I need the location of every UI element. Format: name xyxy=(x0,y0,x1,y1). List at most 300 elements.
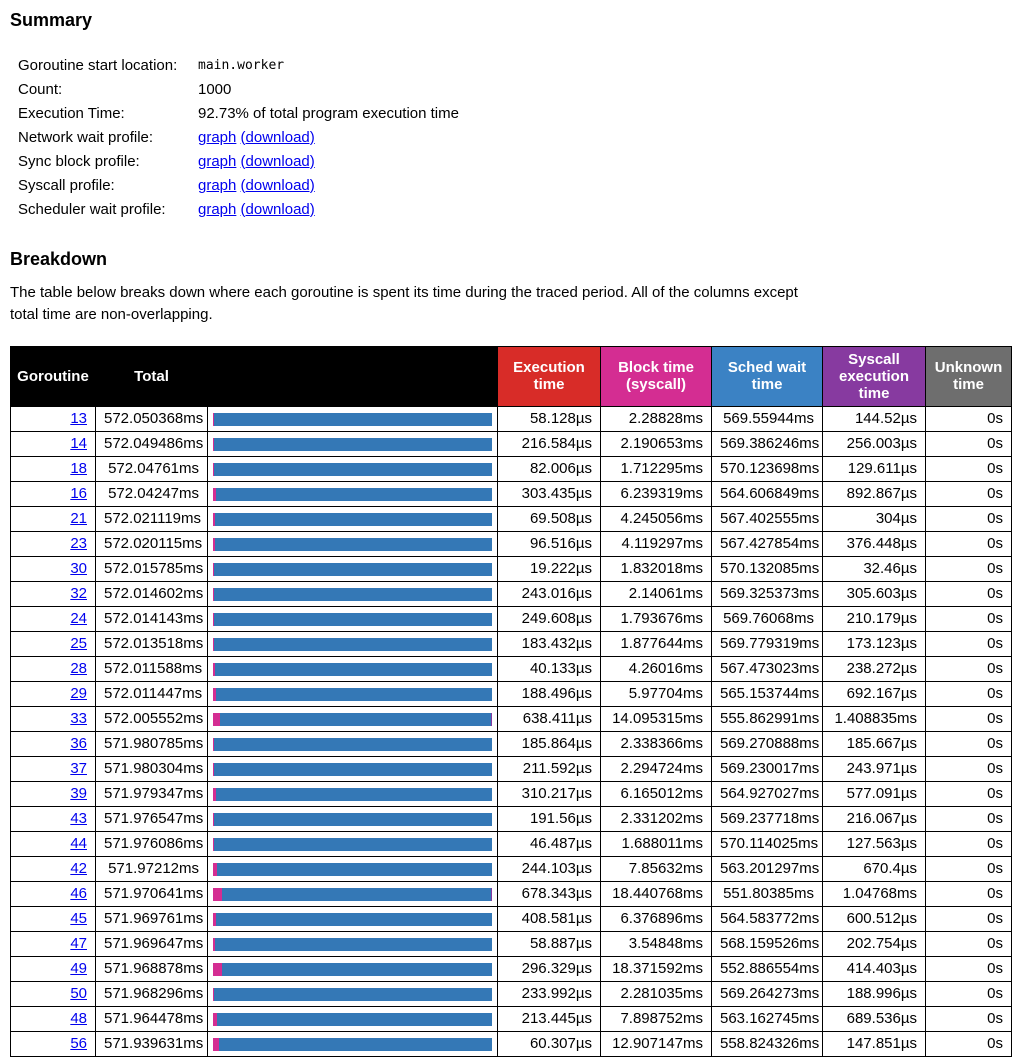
time-breakdown-bar xyxy=(213,788,492,801)
execution-time-cell: 244.103µs xyxy=(498,857,601,882)
goroutine-id-cell xyxy=(11,732,96,757)
goroutine-id-link[interactable]: 24 xyxy=(70,610,87,627)
time-bar-cell xyxy=(208,457,498,482)
unknown-time-cell: 0s xyxy=(926,507,1012,532)
goroutine-row xyxy=(11,682,1012,707)
goroutine-id-link[interactable]: 48 xyxy=(70,1010,87,1027)
syscall-graph-link[interactable]: graph xyxy=(198,177,236,194)
time-breakdown-bar xyxy=(213,663,492,676)
block-time-cell: 1.832018ms xyxy=(601,557,712,582)
goroutine-id-link[interactable]: 13 xyxy=(70,410,87,427)
execution-time-cell: 678.343µs xyxy=(498,882,601,907)
goroutine-row xyxy=(11,782,1012,807)
syscall-execution-time-cell: 144.52µs xyxy=(823,407,926,432)
breakdown-header-row xyxy=(11,346,1012,407)
execution-time-cell: 19.222µs xyxy=(498,557,601,582)
unknown-time-cell: 0s xyxy=(926,582,1012,607)
scheduler-wait-graph-link[interactable]: graph xyxy=(198,201,236,218)
goroutine-id-cell xyxy=(11,982,96,1007)
goroutine-id-cell xyxy=(11,707,96,732)
total-time-cell: 571.969647ms xyxy=(96,932,208,957)
sched-wait-time-cell: 568.159526ms xyxy=(712,932,823,957)
execution-time-value: 92.73% of total program execution time xyxy=(190,101,467,125)
time-bar-cell xyxy=(208,782,498,807)
syscall-execution-time-cell: 185.667µs xyxy=(823,732,926,757)
summary-row xyxy=(10,125,467,149)
goroutine-row xyxy=(11,832,1012,857)
time-breakdown-bar xyxy=(213,738,492,751)
time-breakdown-bar xyxy=(213,688,492,701)
column-header-goroutine: Goroutine xyxy=(11,346,96,407)
network-wait-profile-links xyxy=(190,125,467,149)
bar-sched-segment xyxy=(215,938,492,951)
syscall-execution-time-cell: 216.067µs xyxy=(823,807,926,832)
goroutine-id-link[interactable]: 47 xyxy=(70,935,87,952)
total-time-cell: 571.980304ms xyxy=(96,757,208,782)
goroutine-row xyxy=(11,757,1012,782)
syscall-execution-time-cell: 305.603µs xyxy=(823,582,926,607)
goroutine-row xyxy=(11,882,1012,907)
goroutine-row xyxy=(11,457,1012,482)
execution-time-cell: 233.992µs xyxy=(498,982,601,1007)
goroutine-id-link[interactable]: 50 xyxy=(70,985,87,1002)
goroutine-row xyxy=(11,857,1012,882)
sched-wait-time-cell: 569.230017ms xyxy=(712,757,823,782)
summary-row xyxy=(10,77,467,101)
total-time-cell: 571.939631ms xyxy=(96,1032,208,1057)
summary-label: Network wait profile: xyxy=(10,125,190,149)
unknown-time-cell: 0s xyxy=(926,532,1012,557)
time-bar-cell xyxy=(208,582,498,607)
goroutine-row xyxy=(11,432,1012,457)
sched-wait-time-cell: 563.162745ms xyxy=(712,1007,823,1032)
time-breakdown-bar xyxy=(213,438,492,451)
block-time-cell: 4.26016ms xyxy=(601,657,712,682)
sched-wait-time-cell: 552.886554ms xyxy=(712,957,823,982)
unknown-time-cell: 0s xyxy=(926,907,1012,932)
unknown-time-cell: 0s xyxy=(926,632,1012,657)
time-breakdown-bar xyxy=(213,463,492,476)
bar-block-segment xyxy=(213,888,222,901)
bar-sched-segment xyxy=(216,788,492,801)
execution-time-cell: 296.329µs xyxy=(498,957,601,982)
summary-label: Execution Time: xyxy=(10,101,190,125)
block-time-cell: 1.877644ms xyxy=(601,632,712,657)
time-breakdown-bar xyxy=(213,588,492,601)
sync-block-graph-link[interactable]: graph xyxy=(198,153,236,170)
total-time-cell: 572.005552ms xyxy=(96,707,208,732)
syscall-execution-time-cell: 256.003µs xyxy=(823,432,926,457)
scheduler-wait-download-link[interactable]: (download) xyxy=(241,201,315,218)
block-time-cell: 14.095315ms xyxy=(601,707,712,732)
goroutine-row xyxy=(11,1007,1012,1032)
time-bar-cell xyxy=(208,1032,498,1057)
syscall-execution-time-cell: 173.123µs xyxy=(823,632,926,657)
bar-sched-segment xyxy=(216,488,491,501)
goroutine-id-cell xyxy=(11,682,96,707)
summary-row xyxy=(10,197,467,221)
block-time-cell: 6.376896ms xyxy=(601,907,712,932)
syscall-execution-time-cell: 202.754µs xyxy=(823,932,926,957)
sched-wait-time-cell: 563.201297ms xyxy=(712,857,823,882)
syscall-execution-time-cell: 243.971µs xyxy=(823,757,926,782)
execution-time-cell: 310.217µs xyxy=(498,782,601,807)
bar-sched-segment xyxy=(214,613,492,626)
bar-sched-segment xyxy=(214,563,492,576)
breakdown-heading: Breakdown xyxy=(10,249,1014,270)
syscall-execution-time-cell: 1.04768ms xyxy=(823,882,926,907)
goroutine-id-cell xyxy=(11,807,96,832)
goroutine-breakdown-table xyxy=(10,346,1012,1057)
goroutine-id-cell xyxy=(11,407,96,432)
goroutine-row xyxy=(11,482,1012,507)
block-time-cell: 2.331202ms xyxy=(601,807,712,832)
unknown-time-cell: 0s xyxy=(926,432,1012,457)
unknown-time-cell: 0s xyxy=(926,857,1012,882)
syscall-execution-time-cell: 892.867µs xyxy=(823,482,926,507)
execution-time-cell: 249.608µs xyxy=(498,607,601,632)
syscall-execution-time-cell: 689.536µs xyxy=(823,1007,926,1032)
time-bar-cell xyxy=(208,532,498,557)
syscall-execution-time-cell: 147.851µs xyxy=(823,1032,926,1057)
time-bar-cell xyxy=(208,432,498,457)
time-bar-cell xyxy=(208,407,498,432)
total-time-cell: 572.021119ms xyxy=(96,507,208,532)
sched-wait-time-cell: 558.824326ms xyxy=(712,1032,823,1057)
column-header-execution-time: Execution time xyxy=(498,346,601,407)
syscall-execution-time-cell: 127.563µs xyxy=(823,832,926,857)
execution-time-cell: 638.411µs xyxy=(498,707,601,732)
block-time-cell: 2.14061ms xyxy=(601,582,712,607)
sched-wait-time-cell: 555.862991ms xyxy=(712,707,823,732)
syscall-execution-time-cell: 414.403µs xyxy=(823,957,926,982)
goroutine-row xyxy=(11,707,1012,732)
column-header-unknown-time: Unknown time xyxy=(926,346,1012,407)
goroutine-id-link[interactable]: 33 xyxy=(70,710,87,727)
time-breakdown-bar xyxy=(213,1013,492,1026)
goroutine-id-link[interactable]: 37 xyxy=(70,760,87,777)
goroutine-id-link[interactable]: 29 xyxy=(70,685,87,702)
goroutine-id-cell xyxy=(11,882,96,907)
total-time-cell: 572.014602ms xyxy=(96,582,208,607)
block-time-cell: 2.281035ms xyxy=(601,982,712,1007)
summary-label: Sync block profile: xyxy=(10,149,190,173)
sched-wait-time-cell: 551.80385ms xyxy=(712,882,823,907)
goroutine-id-cell xyxy=(11,432,96,457)
execution-time-cell: 185.864µs xyxy=(498,732,601,757)
execution-time-cell: 183.432µs xyxy=(498,632,601,657)
unknown-time-cell: 0s xyxy=(926,957,1012,982)
bar-block-segment xyxy=(213,713,220,726)
time-breakdown-bar xyxy=(213,638,492,651)
goroutine-id-link[interactable]: 56 xyxy=(70,1035,87,1052)
goroutine-row xyxy=(11,1032,1012,1057)
goroutine-row xyxy=(11,957,1012,982)
summary-table xyxy=(10,53,467,221)
goroutine-id-cell xyxy=(11,507,96,532)
syscall-execution-time-cell: 376.448µs xyxy=(823,532,926,557)
sched-wait-time-cell: 569.325373ms xyxy=(712,582,823,607)
goroutine-row xyxy=(11,732,1012,757)
goroutine-row xyxy=(11,982,1012,1007)
unknown-time-cell: 0s xyxy=(926,932,1012,957)
time-bar-cell xyxy=(208,832,498,857)
goroutine-row xyxy=(11,507,1012,532)
total-time-cell: 571.976547ms xyxy=(96,807,208,832)
sched-wait-time-cell: 569.237718ms xyxy=(712,807,823,832)
total-time-cell: 572.049486ms xyxy=(96,432,208,457)
block-time-cell: 7.898752ms xyxy=(601,1007,712,1032)
unknown-time-cell: 0s xyxy=(926,482,1012,507)
goroutine-row xyxy=(11,657,1012,682)
block-time-cell: 2.190653ms xyxy=(601,432,712,457)
sched-wait-time-cell: 565.153744ms xyxy=(712,682,823,707)
goroutine-id-link[interactable]: 39 xyxy=(70,785,87,802)
goroutine-id-cell xyxy=(11,1032,96,1057)
goroutine-id-cell xyxy=(11,957,96,982)
total-time-cell: 572.04247ms xyxy=(96,482,208,507)
time-breakdown-bar xyxy=(213,563,492,576)
time-breakdown-bar xyxy=(213,988,492,1001)
goroutine-row xyxy=(11,532,1012,557)
goroutine-id-cell xyxy=(11,632,96,657)
sched-wait-time-cell: 564.606849ms xyxy=(712,482,823,507)
bar-sched-segment xyxy=(214,413,492,426)
goroutine-id-link[interactable]: 18 xyxy=(70,460,87,477)
bar-sched-segment xyxy=(214,763,492,776)
bar-sched-segment xyxy=(215,663,492,676)
goroutine-id-link[interactable]: 43 xyxy=(70,810,87,827)
syscall-execution-time-cell: 210.179µs xyxy=(823,607,926,632)
goroutine-start-location: main.worker xyxy=(190,53,467,77)
time-breakdown-bar xyxy=(213,413,492,426)
block-time-cell: 7.85632ms xyxy=(601,857,712,882)
goroutine-row xyxy=(11,582,1012,607)
time-bar-cell xyxy=(208,1007,498,1032)
time-breakdown-bar xyxy=(213,963,492,976)
execution-time-cell: 69.508µs xyxy=(498,507,601,532)
goroutine-id-link[interactable]: 44 xyxy=(70,835,87,852)
unknown-time-cell: 0s xyxy=(926,982,1012,1007)
goroutine-id-link[interactable]: 14 xyxy=(70,435,87,452)
block-time-cell: 12.907147ms xyxy=(601,1032,712,1057)
total-time-cell: 571.979347ms xyxy=(96,782,208,807)
time-bar-cell xyxy=(208,482,498,507)
block-time-cell: 18.440768ms xyxy=(601,882,712,907)
syscall-execution-time-cell: 692.167µs xyxy=(823,682,926,707)
total-time-cell: 572.014143ms xyxy=(96,607,208,632)
goroutine-row xyxy=(11,632,1012,657)
time-breakdown-bar xyxy=(213,938,492,951)
execution-time-cell: 40.133µs xyxy=(498,657,601,682)
syscall-execution-time-cell: 1.408835ms xyxy=(823,707,926,732)
goroutine-count: 1000 xyxy=(190,77,467,101)
syscall-execution-time-cell: 32.46µs xyxy=(823,557,926,582)
unknown-time-cell: 0s xyxy=(926,732,1012,757)
unknown-time-cell: 0s xyxy=(926,557,1012,582)
goroutine-id-cell xyxy=(11,832,96,857)
goroutine-id-link[interactable]: 23 xyxy=(70,535,87,552)
sched-wait-time-cell: 569.55944ms xyxy=(712,407,823,432)
block-time-cell: 18.371592ms xyxy=(601,957,712,982)
goroutine-row xyxy=(11,607,1012,632)
goroutine-id-cell xyxy=(11,857,96,882)
block-time-cell: 5.97704ms xyxy=(601,682,712,707)
sched-wait-time-cell: 569.386246ms xyxy=(712,432,823,457)
goroutine-id-link[interactable]: 49 xyxy=(70,960,87,977)
execution-time-cell: 82.006µs xyxy=(498,457,601,482)
unknown-time-cell: 0s xyxy=(926,682,1012,707)
block-time-cell: 2.28828ms xyxy=(601,407,712,432)
total-time-cell: 572.011447ms xyxy=(96,682,208,707)
sched-wait-time-cell: 569.264273ms xyxy=(712,982,823,1007)
goroutine-row xyxy=(11,407,1012,432)
goroutine-id-link[interactable]: 16 xyxy=(70,485,87,502)
block-time-cell: 6.165012ms xyxy=(601,782,712,807)
block-time-cell: 4.245056ms xyxy=(601,507,712,532)
time-breakdown-bar xyxy=(213,763,492,776)
bar-sched-segment xyxy=(215,538,492,551)
unknown-time-cell: 0s xyxy=(926,457,1012,482)
execution-time-cell: 60.307µs xyxy=(498,1032,601,1057)
block-time-cell: 1.712295ms xyxy=(601,457,712,482)
block-time-cell: 1.793676ms xyxy=(601,607,712,632)
sync-block-profile-links xyxy=(190,149,467,173)
column-header-block-time: Block time (syscall) xyxy=(601,346,712,407)
bar-sched-segment xyxy=(217,863,492,876)
block-time-cell: 3.54848ms xyxy=(601,932,712,957)
column-header-bar xyxy=(208,346,498,407)
unknown-time-cell: 0s xyxy=(926,832,1012,857)
execution-time-cell: 188.496µs xyxy=(498,682,601,707)
goroutine-id-link[interactable]: 25 xyxy=(70,635,87,652)
bar-sched-segment xyxy=(215,513,492,526)
time-bar-cell xyxy=(208,632,498,657)
sched-wait-time-cell: 567.427854ms xyxy=(712,532,823,557)
time-breakdown-bar xyxy=(213,713,492,726)
total-time-cell: 571.968878ms xyxy=(96,957,208,982)
column-header-syscall-execution-time: Syscall execution time xyxy=(823,346,926,407)
time-breakdown-bar xyxy=(213,813,492,826)
bar-sched-segment xyxy=(214,813,492,826)
total-time-cell: 571.968296ms xyxy=(96,982,208,1007)
bar-sched-segment xyxy=(216,913,491,926)
bar-sched-segment xyxy=(222,963,492,976)
execution-time-cell: 408.581µs xyxy=(498,907,601,932)
bar-sched-segment xyxy=(222,888,491,901)
block-time-cell: 4.119297ms xyxy=(601,532,712,557)
syscall-execution-time-cell: 129.611µs xyxy=(823,457,926,482)
sched-wait-time-cell: 569.779319ms xyxy=(712,632,823,657)
bar-syscall-segment xyxy=(491,888,492,901)
time-bar-cell xyxy=(208,707,498,732)
bar-sched-segment xyxy=(220,713,491,726)
sched-wait-time-cell: 570.114025ms xyxy=(712,832,823,857)
unknown-time-cell: 0s xyxy=(926,782,1012,807)
breakdown-description: The table below breaks down where each goroutine is spent its time during the traced period. All of the columns except total time are non-overlapping. xyxy=(10,282,810,326)
time-bar-cell xyxy=(208,757,498,782)
time-breakdown-bar xyxy=(213,613,492,626)
unknown-time-cell: 0s xyxy=(926,757,1012,782)
goroutine-id-link[interactable]: 36 xyxy=(70,735,87,752)
unknown-time-cell: 0s xyxy=(926,607,1012,632)
syscall-execution-time-cell: 188.996µs xyxy=(823,982,926,1007)
network-wait-graph-link[interactable]: graph xyxy=(198,129,236,146)
unknown-time-cell: 0s xyxy=(926,657,1012,682)
execution-time-cell: 213.445µs xyxy=(498,1007,601,1032)
time-breakdown-bar xyxy=(213,488,492,501)
unknown-time-cell: 0s xyxy=(926,1032,1012,1057)
goroutine-id-cell xyxy=(11,932,96,957)
total-time-cell: 572.011588ms xyxy=(96,657,208,682)
syscall-execution-time-cell: 600.512µs xyxy=(823,907,926,932)
total-time-cell: 571.969761ms xyxy=(96,907,208,932)
syscall-profile-links xyxy=(190,173,467,197)
goroutine-id-link[interactable]: 45 xyxy=(70,910,87,927)
sched-wait-time-cell: 569.270888ms xyxy=(712,732,823,757)
goroutine-row xyxy=(11,907,1012,932)
total-time-cell: 572.013518ms xyxy=(96,632,208,657)
time-breakdown-bar xyxy=(213,888,492,901)
execution-time-cell: 303.435µs xyxy=(498,482,601,507)
bar-sched-segment xyxy=(217,1013,492,1026)
goroutine-id-link[interactable]: 21 xyxy=(70,510,87,527)
time-breakdown-bar xyxy=(213,838,492,851)
sched-wait-time-cell: 567.402555ms xyxy=(712,507,823,532)
total-time-cell: 571.97212ms xyxy=(96,857,208,882)
time-breakdown-bar xyxy=(213,863,492,876)
syscall-execution-time-cell: 577.091µs xyxy=(823,782,926,807)
goroutine-id-cell xyxy=(11,482,96,507)
goroutine-id-link[interactable]: 46 xyxy=(70,885,87,902)
column-header-sched-wait-time: Sched wait time xyxy=(712,346,823,407)
goroutine-row xyxy=(11,932,1012,957)
sched-wait-time-cell: 569.76068ms xyxy=(712,607,823,632)
time-bar-cell xyxy=(208,607,498,632)
goroutine-id-cell xyxy=(11,657,96,682)
bar-sched-segment xyxy=(214,463,492,476)
goroutine-id-link[interactable]: 32 xyxy=(70,585,87,602)
goroutine-id-cell xyxy=(11,1007,96,1032)
network-wait-download-link[interactable]: (download) xyxy=(241,129,315,146)
execution-time-cell: 58.887µs xyxy=(498,932,601,957)
block-time-cell: 6.239319ms xyxy=(601,482,712,507)
time-bar-cell xyxy=(208,507,498,532)
total-time-cell: 572.050368ms xyxy=(96,407,208,432)
unknown-time-cell: 0s xyxy=(926,882,1012,907)
breakdown-table-body xyxy=(11,407,1012,1057)
goroutine-id-link[interactable]: 30 xyxy=(70,560,87,577)
block-time-cell: 2.294724ms xyxy=(601,757,712,782)
sync-block-download-link[interactable]: (download) xyxy=(241,153,315,170)
goroutine-id-link[interactable]: 28 xyxy=(70,660,87,677)
time-breakdown-bar xyxy=(213,913,492,926)
goroutine-id-link[interactable]: 42 xyxy=(70,860,87,877)
syscall-download-link[interactable]: (download) xyxy=(241,177,315,194)
goroutine-id-cell xyxy=(11,557,96,582)
unknown-time-cell: 0s xyxy=(926,1007,1012,1032)
total-time-cell: 572.015785ms xyxy=(96,557,208,582)
execution-time-cell: 216.584µs xyxy=(498,432,601,457)
bar-sched-segment xyxy=(214,838,492,851)
column-header-total: Total xyxy=(96,346,208,407)
block-time-cell: 2.338366ms xyxy=(601,732,712,757)
execution-time-cell: 58.128µs xyxy=(498,407,601,432)
goroutine-id-cell xyxy=(11,582,96,607)
execution-time-cell: 243.016µs xyxy=(498,582,601,607)
time-breakdown-bar xyxy=(213,1038,492,1051)
execution-time-cell: 191.56µs xyxy=(498,807,601,832)
